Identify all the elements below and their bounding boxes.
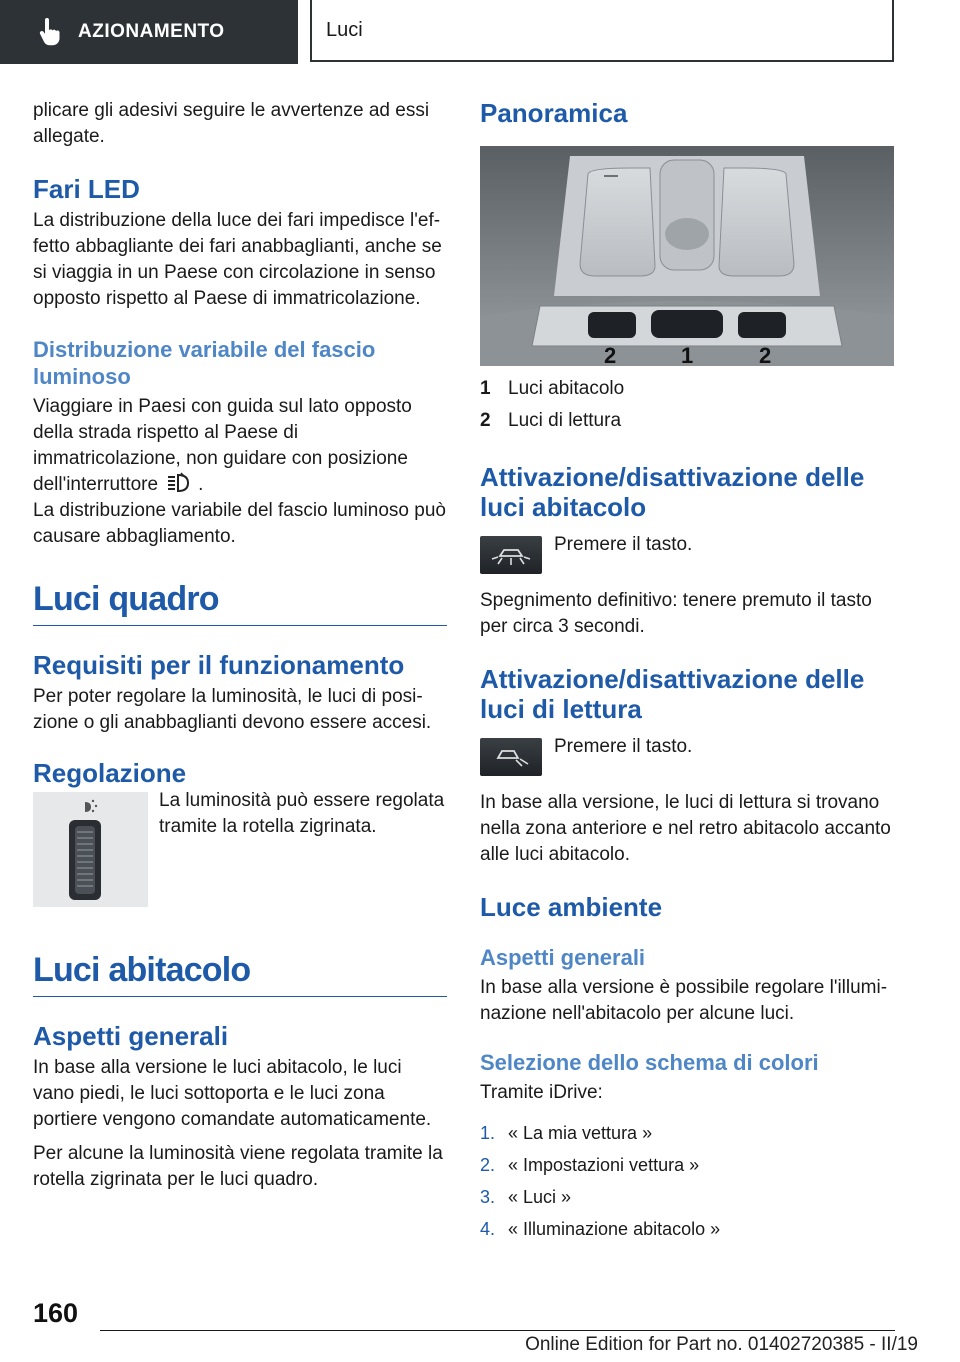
legend-item: [480, 408, 894, 434]
attivazione-abitacolo-press: Premere il tasto.: [554, 534, 693, 555]
luci-quadro-heading: Luci quadro: [33, 580, 447, 626]
luci-abitacolo-heading: Luci abitacolo: [33, 951, 447, 997]
idrive-step: [480, 1120, 894, 1146]
idrive-step: [480, 1152, 894, 1178]
footer-divider: [100, 1330, 895, 1331]
left-column: [33, 98, 447, 1193]
overhead-console-image: [480, 146, 894, 366]
distribuzione-text-before: Viaggiare in Paesi con guida sul lato opposto della strada rispetto al Paese di immatricolazione, non guidare con posizione dell'interruttore: [33, 396, 412, 495]
step-label: « Illuminazione abitacolo »: [508, 1219, 721, 1239]
legend-label: Luci abitacolo: [508, 378, 625, 399]
selezione-schema-heading: Selezione dello schema di colori: [480, 1050, 819, 1075]
step-number: 3.: [480, 1187, 496, 1207]
requisiti-text: Per poter regolare la luminosità, le luci di posizione o gli anabbaglianti devono essere accesi.: [33, 686, 432, 733]
header-chapter-tab: [310, 0, 894, 62]
header-section-tab: [0, 0, 298, 64]
hand-pointer-icon: [36, 17, 62, 47]
interior-light-button-image: [480, 536, 542, 574]
page-number: 160: [33, 1298, 79, 1328]
ambiente-aspetti-text: In base alla versione è possibile regolare l'illuminazione nell'abitacolo per alcune luci.: [480, 977, 888, 1024]
legend-item: [480, 376, 894, 402]
fari-led-heading: Fari LED: [33, 174, 140, 204]
panoramica-heading: Panoramica: [480, 98, 628, 128]
distribuzione-text: [33, 394, 447, 498]
overhead-console-figure: [480, 146, 894, 366]
figure-label-center: 1: [681, 343, 694, 366]
requisiti-heading: Requisiti per il funzionamento: [33, 650, 405, 680]
attivazione-abitacolo-text: Spegnimento definitivo: tenere premuto il tasto per circa 3 secondi.: [480, 590, 872, 637]
step-label: « Luci »: [508, 1187, 572, 1207]
reading-light-icon: [480, 738, 542, 776]
regolazione-text: La luminosità può essere regolata tramite la rotella zigrinata.: [159, 790, 445, 837]
aspetti-generali-heading: Aspetti generali: [33, 1021, 229, 1051]
tramite-idrive-text: Tramite iDrive:: [480, 1082, 603, 1103]
distribuzione-heading: Distribuzione variabile del fascio luminoso: [33, 337, 376, 389]
aspetti-generali-text: In base alla versione le luci abitacolo, le luci vano piedi, le luci sottoporta e le luci zona portiere vengono comandate automaticamente.: [33, 1057, 432, 1130]
attivazione-lettura-heading: Attivazione/disattivazione delle luci di lettura: [480, 664, 865, 724]
regolazione-figure-row: [33, 792, 447, 907]
interior-light-icon: [480, 536, 542, 574]
step-number: 2.: [480, 1155, 496, 1175]
attivazione-abitacolo-heading: Attivazione/disattivazione delle luci abitacolo: [480, 462, 865, 522]
attivazione-lettura-text: In base alla versione, le luci di lettura si trovano nella zona anteriore e nel retro abitacolo accanto alle luci abitacolo.: [480, 792, 891, 865]
figure-label-right: 2: [759, 343, 772, 366]
step-number: 4.: [480, 1219, 496, 1239]
aspetti-generali-text-2: Per alcune la luminosità viene regolata tramite la rotella zigrinata per le luci quadro.: [33, 1143, 443, 1190]
fari-led-text: La distribuzione della luce dei fari impedisce l'effetto abbagliante dei fari anabbaglianti, anche se si viaggia in un Paese con circolazione in senso opposto rispetto al Paese di immatricolazione.: [33, 210, 442, 309]
attivazione-abitacolo-row: [480, 536, 894, 574]
dimmer-wheel-icon: [33, 792, 148, 907]
luce-ambiente-heading: Luce ambiente: [480, 892, 663, 922]
regolazione-heading: Regolazione: [33, 758, 187, 788]
step-number: 1.: [480, 1123, 496, 1143]
idrive-step: [480, 1216, 894, 1242]
reading-light-button-image: [480, 738, 542, 776]
header-section-title: AZIONAMENTO: [78, 21, 225, 42]
distribuzione-text-2: La distribuzione variabile del fascio luminoso può causare abbagliamento.: [33, 500, 446, 547]
step-label: « Impostazioni vettura »: [508, 1155, 700, 1175]
dimmer-wheel-image: [33, 792, 148, 907]
attivazione-lettura-row: [480, 738, 894, 776]
ambiente-aspetti-heading: Aspetti generali: [480, 945, 646, 970]
legend-number: 2: [480, 410, 491, 431]
distribuzione-text-after: .: [198, 474, 204, 495]
attivazione-lettura-press: Premere il tasto.: [554, 736, 693, 757]
figure-label-left: 2: [604, 343, 617, 366]
legend-label: Luci di lettura: [508, 410, 622, 431]
step-label: « La mia vettura »: [508, 1123, 653, 1143]
idrive-step: [480, 1184, 894, 1210]
footer-edition-text: Online Edition for Part no. 01402720385 - II/19: [525, 1334, 918, 1355]
right-column: [480, 98, 894, 1248]
legend-number: 1: [480, 378, 491, 399]
header-chapter-title: Luci: [326, 18, 363, 41]
high-beam-assist-icon: [166, 472, 192, 494]
intro-paragraph: plicare gli adesivi seguire le avvertenze ad essi allegate.: [33, 100, 430, 147]
